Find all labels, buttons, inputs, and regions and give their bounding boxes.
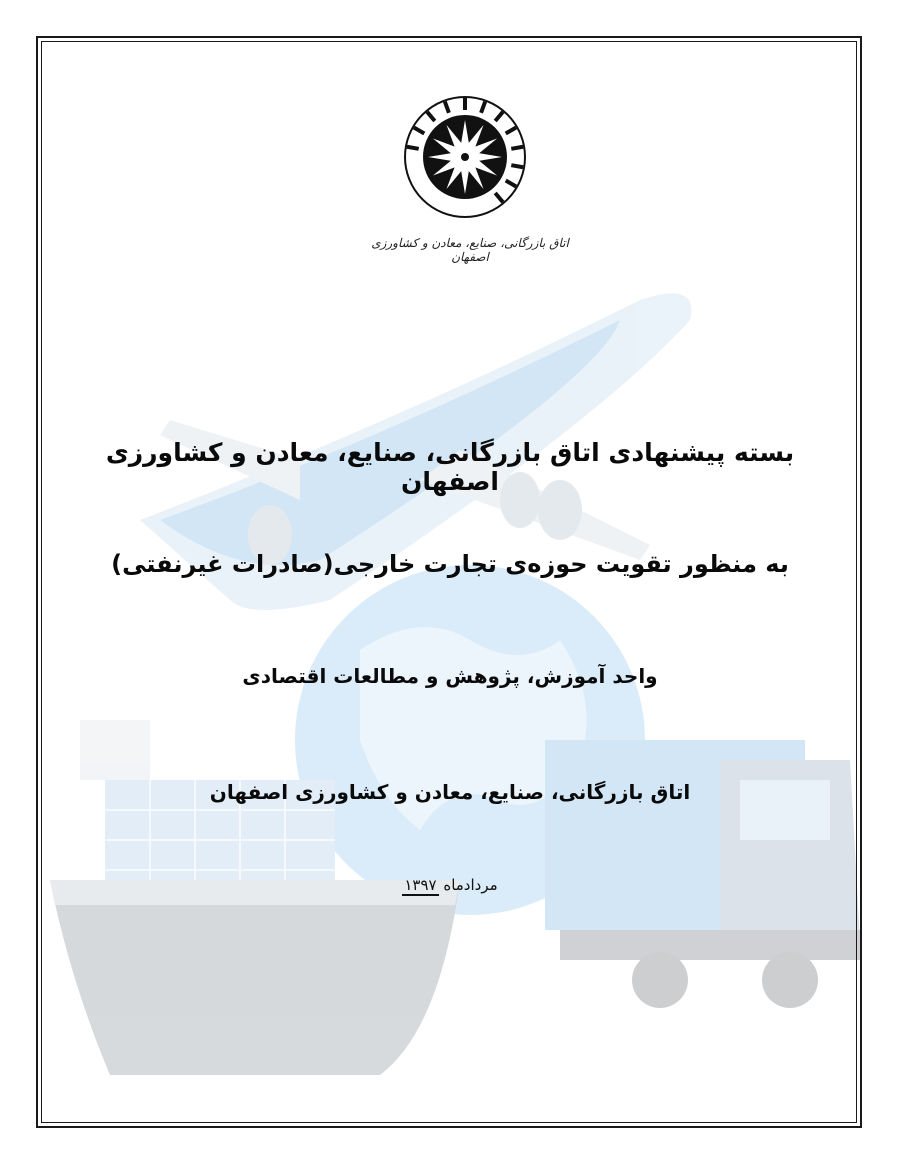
cover-title-line2: به منظور تقویت حوزه‌ی تجارت خارجی(صادرات غیرنفتی) [111, 550, 789, 578]
cover-unit: واحد آموزش، پژوهش و مطالعات اقتصادی [242, 664, 658, 688]
logo-caption: اتاق بازرگانی، صنایع، معادن و کشاورزی اصفهان [371, 236, 569, 264]
date-year: ۱۳۹۷ [404, 876, 437, 894]
date-month: مردادماه [443, 876, 498, 894]
cover-organization: اتاق بازرگانی، صنایع، معادن و کشاورزی اصفهان [209, 780, 691, 804]
chamber-logo [400, 92, 530, 222]
cover-title-line1: بسته پیشنهادی اتاق بازرگانی، صنایع، معادن و کشاورزی اصفهان [105, 438, 795, 496]
cover-date [360, 876, 540, 894]
